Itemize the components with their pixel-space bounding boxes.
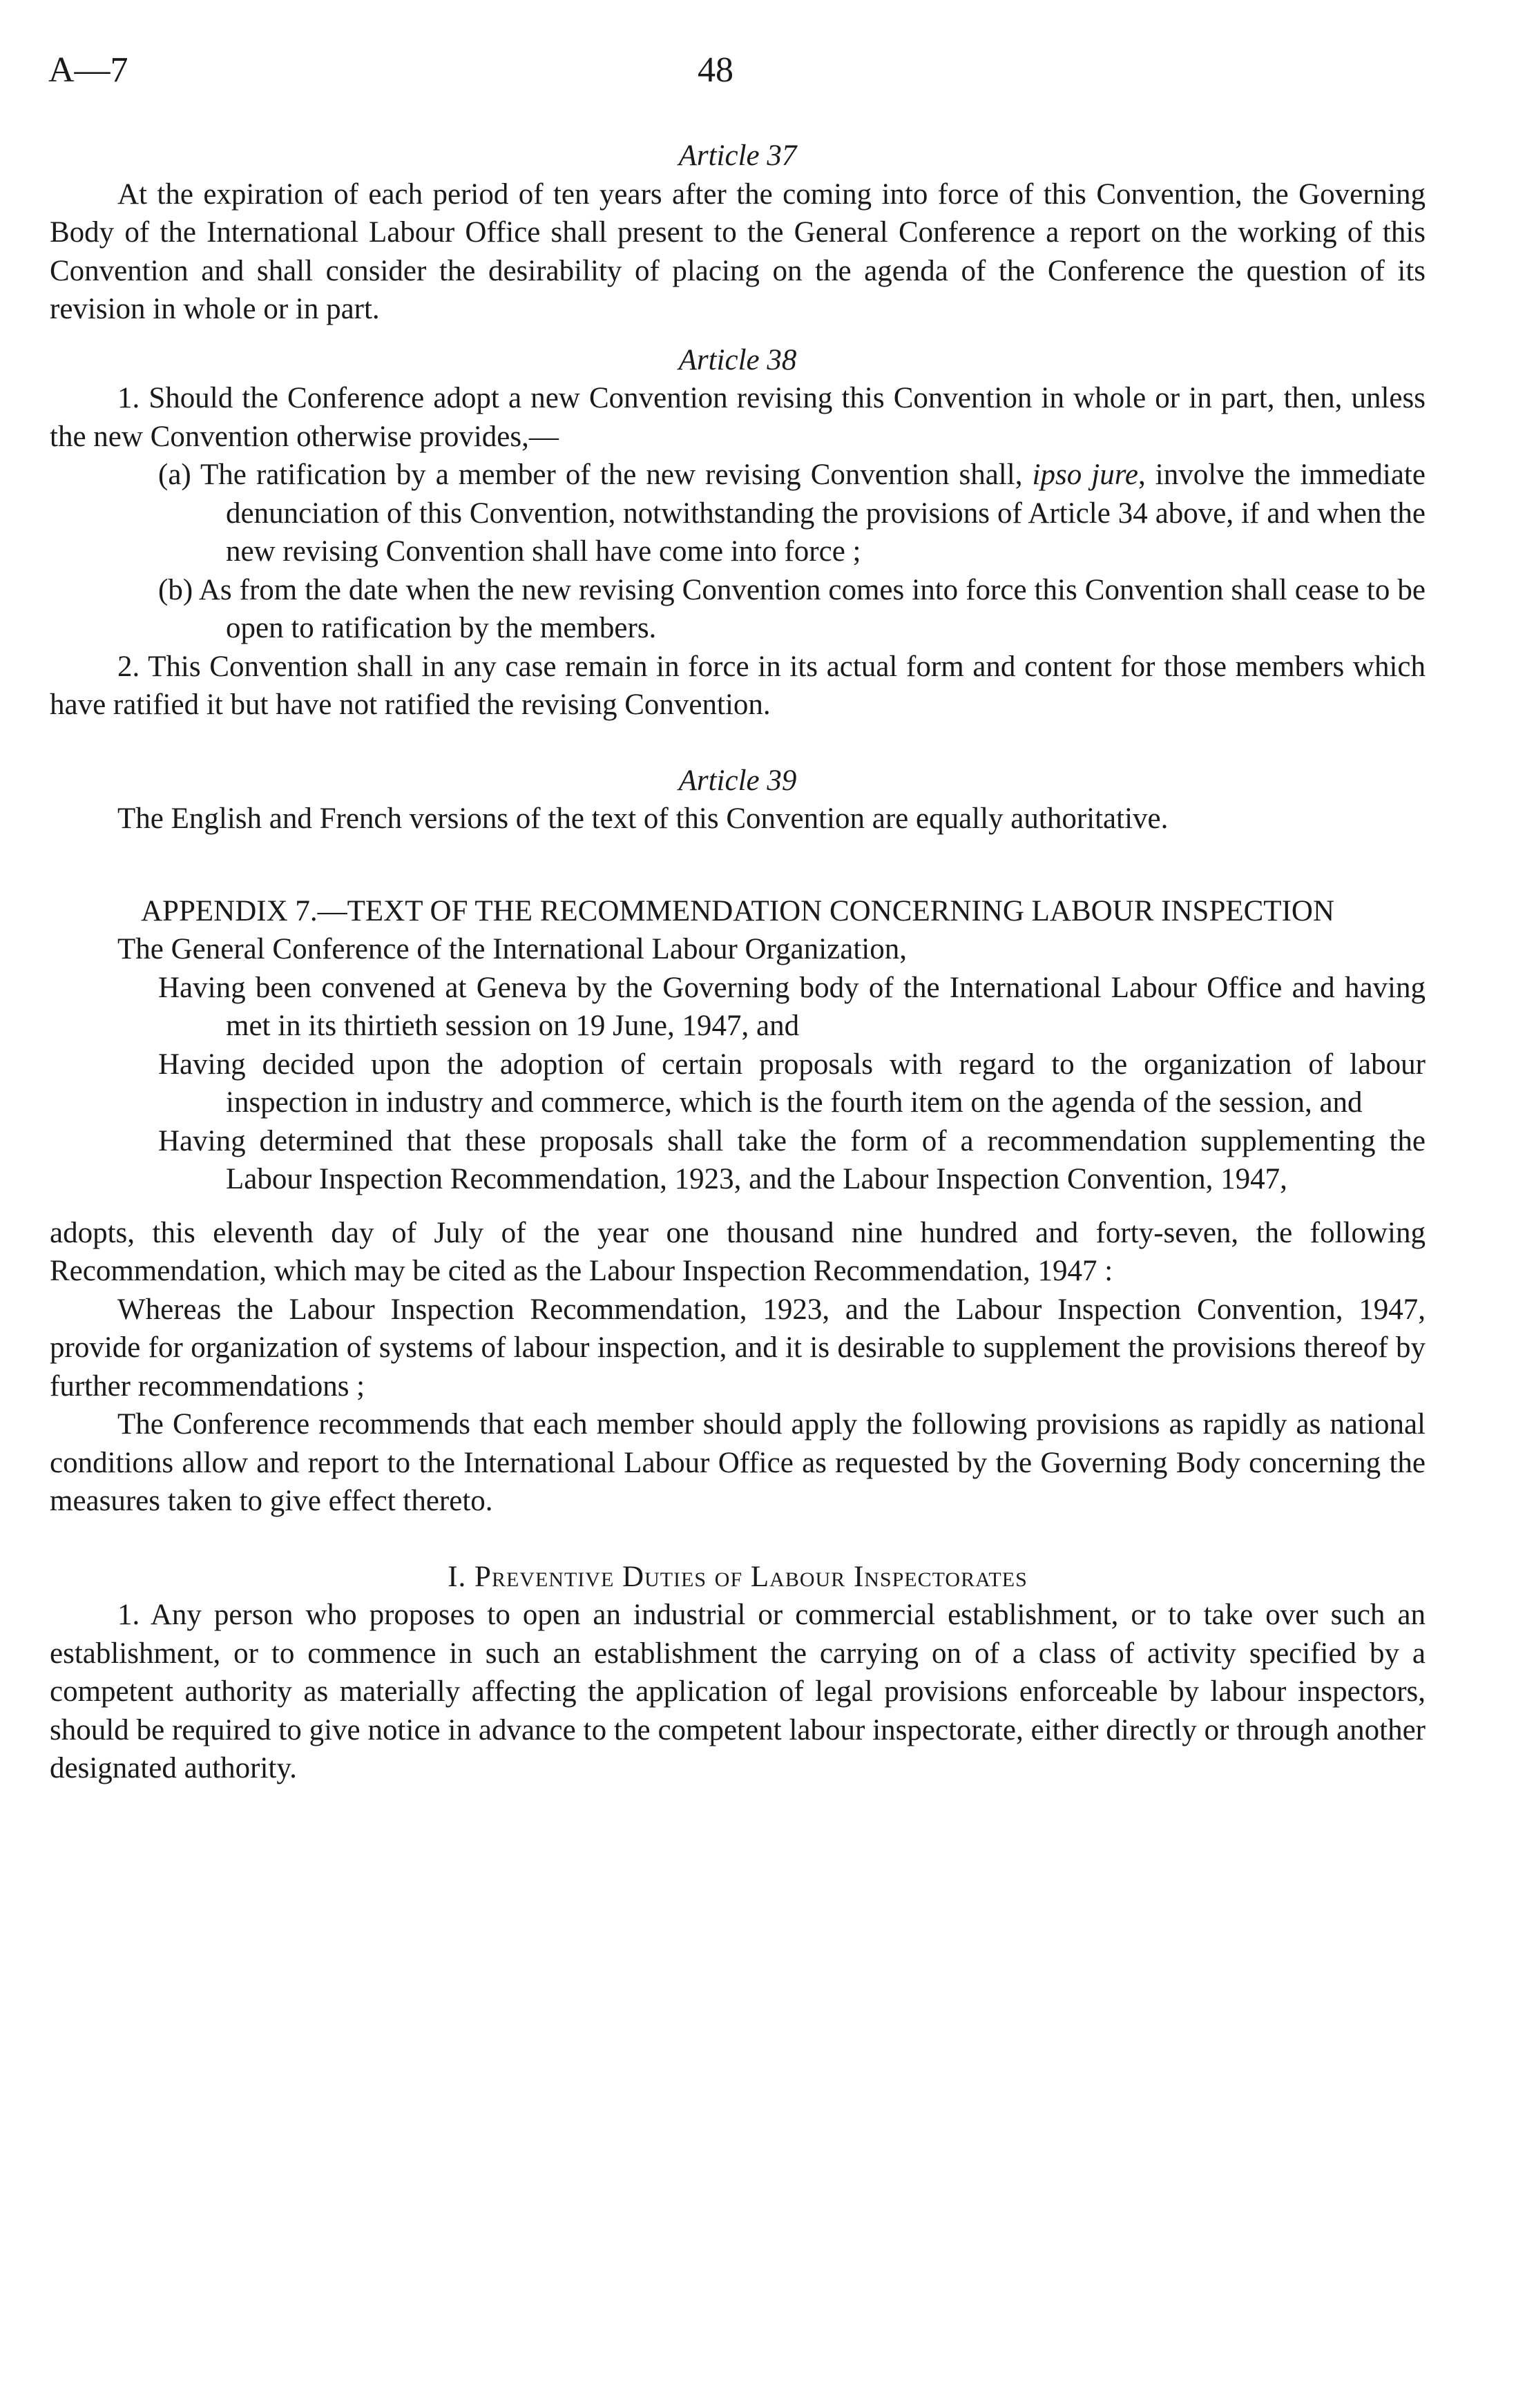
item-a-text-post: , involve the immediate denunciation of this Convention, notwithstanding the provisions of Article 34 above, if and when the new revising Convention shall have come into force ; (226, 459, 1426, 568)
appendix-having-1: Having been convened at Geneva by the Governing body of the International Labour Office and having met in its thirtieth session on 19 June, 1947, and (158, 971, 1426, 1042)
appendix-adopts: adopts, this eleventh day of July of the year one thousand nine hundred and forty-seven, the following Recommendation, which may be cited as the Labour Inspection Recommendation, 1947 : (50, 1216, 1426, 1287)
appendix-intro: The General Conference of the International Labour Organization, (117, 933, 907, 965)
page-number: 48 (698, 50, 733, 90)
article-37-heading: Article 37 (678, 139, 797, 172)
article-38-heading: Article 38 (678, 343, 797, 376)
section-1-para-1: 1. Any person who proposes to open an industrial or commercial establishment, or to take over such an establishment, or to commence in such an establishment the carrying on of a class of activity specified by a competent authority as materially affecting the application of legal provisions enforceable by labour inspectors, should be required to give notice in advance to the competent labour inspectorate, either directly or through another designated authority. (50, 1599, 1426, 1784)
article-38-para-2: 2. This Convention shall in any case remain in force in its actual form and content for those members which have ratified it but have not ratified the revising Convention. (50, 650, 1426, 721)
article-38-item-b: (b) As from the date when the new revising Convention comes into force this Convention shall cease to be open to ratification by the members. (158, 573, 1426, 644)
item-a-text-pre: The ratification by a member of the new revising Convention shall, (200, 459, 1033, 491)
appendix-title: APPENDIX 7.—TEXT OF THE RECOMMENDATION CONCERNING LABOUR INSPECTION (141, 894, 1334, 927)
article-38-item-a (50, 456, 1426, 571)
appendix-recommends: The Conference recommends that each member should apply the following provisions as rapidly as national conditions allow and report to the International Labour Office as requested by the Governing Body concerning the measures taken to give effect thereto. (50, 1408, 1426, 1517)
appendix-having-2: Having decided upon the adoption of certain proposals with regard to the organization of labour inspection in industry and commerce, which is the fourth item on the agenda of the session, and (158, 1048, 1426, 1119)
section-1-heading: I. Preventive Duties of Labour Inspectorates (448, 1560, 1028, 1593)
article-39-text: The English and French versions of the text of this Convention are equally authoritative. (117, 802, 1169, 835)
page-content (50, 137, 1426, 1788)
item-a-label: (a) (158, 459, 201, 491)
appendix-whereas: Whereas the Labour Inspection Recommendation, 1923, and the Labour Inspection Convention, 1947, provide for organization of systems of labour inspection, and it is desirable to supplement the provisions thereof by further recommendations ; (50, 1293, 1426, 1403)
page-header-label: A—7 (48, 50, 128, 90)
article-37-text: At the expiration of each period of ten years after the coming into force of this Convention, the Governing Body of the International Labour Office shall present to the General Conference a report on the working of this Convention and shall consider the desirability of placing on the agenda of the Conference the question of its revision in whole or in part. (50, 177, 1426, 325)
appendix-having-3: Having determined that these proposals shall take the form of a recommendation supplementing the Labour Inspection Recommendation, 1923, and the Labour Inspection Convention, 1947, (158, 1124, 1426, 1195)
article-39-heading: Article 39 (678, 764, 797, 797)
item-a-italic-term: ipso jure (1032, 459, 1138, 491)
article-38-para-1: 1. Should the Conference adopt a new Convention revising this Convention in whole or in part, then, unless the new Convention otherwise provides,— (50, 382, 1426, 453)
